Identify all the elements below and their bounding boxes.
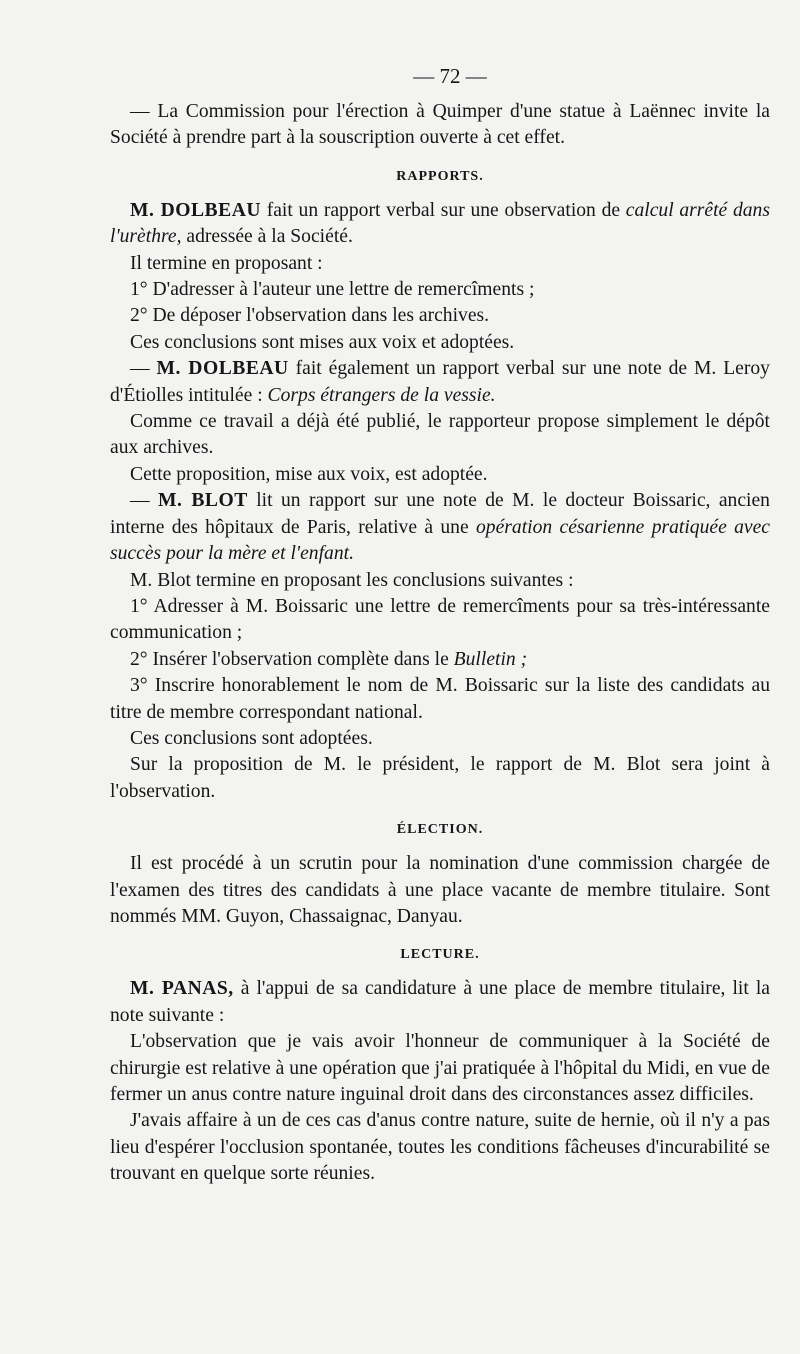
paragraph-dolbeau-calcul: [110, 198, 770, 251]
paragraph-travail: Comme ce travail a déjà été publié, le rapporteur propose simplement le dépôt aux archives.: [110, 411, 770, 459]
paragraph-italic: calcul arrêté dans l'urèthre,: [110, 199, 770, 248]
paragraph-blot: [110, 488, 770, 567]
paragraph-president: Sur la proposition de M. le président, le rapport de M. Blot sera joint à l'observation.: [110, 754, 770, 802]
list-item-blot-3: 3° Inscrire honorablement le nom de M. Boissaric sur la liste des candidats au titre de membre correspondant national.: [110, 675, 770, 723]
speaker-name: M. DOLBEAU: [130, 199, 261, 221]
dash: —: [130, 358, 157, 380]
list-item-blot-2: [110, 647, 770, 673]
paragraph-text: 2° Insérer l'observation complète dans le: [130, 648, 454, 670]
speaker-name: M. DOLBEAU: [156, 358, 289, 380]
paragraph-italic: opération césarienne pratiquée avec succès pour la mère et l'enfant.: [110, 516, 770, 565]
list-item-2: 2° De déposer l'observation dans les archives.: [130, 305, 490, 327]
page-number: — 72 —: [413, 64, 487, 88]
paragraph-conclusions-adoptees: Ces conclusions sont adoptées.: [130, 727, 373, 749]
paragraph-proposition: Cette proposition, mise aux voix, est adoptée.: [130, 463, 488, 485]
paragraph-dolbeau-vessie: [110, 356, 770, 409]
paragraph-text: fait également un rapport verbal sur une note de M. Leroy d'Étiolles intitulée :: [110, 358, 770, 406]
paragraph-affaire: J'avais affaire à un de ces cas d'anus contre nature, suite de hernie, où il n'y a pas lieu d'espérer l'occlusion spontanée, toutes les conditions fâcheuses d'incurabilité se trouvant en quelque sorte réunies.: [110, 1110, 770, 1185]
paragraph-scrutin: Il est procédé à un scrutin pour la nomination d'une commission chargée de l'examen des titres des candidats à une place vacante de membre titulaire. Sont nommés MM. Guyon, Chassaignac, Danyau.: [110, 853, 770, 927]
paragraph-observation: L'observation que je vais avoir l'honneur de communiquer à la Société de chirurgie est relative à une opération que j'ai pratiquée à l'hôpital du Midi, en vue de fermer un anus contre nature inguinal droit dans des circonstances assez difficiles.: [110, 1031, 770, 1105]
paragraph-text: à l'appui de sa candidature à une place de membre titulaire, lit la note suivante :: [110, 978, 770, 1026]
paragraph-commission: — La Commission pour l'érection à Quimper d'une statue à Laënnec invite la Société à prendre part à la souscription ouverte à cet effet.: [110, 101, 770, 149]
list-item-1: 1° D'adresser à l'auteur une lettre de remercîments ;: [130, 279, 535, 301]
paragraph-text: adressée à la Société.: [181, 226, 353, 248]
heading-lecture: LECTURE.: [400, 947, 480, 963]
heading-election: ÉLECTION.: [396, 822, 484, 838]
speaker-name: M. BLOT: [158, 490, 248, 512]
paragraph-termine: Il termine en proposant :: [130, 252, 323, 274]
paragraph-text: lit un rapport sur une note de M. le docteur Boissaric, ancien interne des hôpitaux de Paris, relative à une: [110, 490, 770, 538]
paragraph-panas: [110, 976, 770, 1029]
paragraph-blot-termine: M. Blot termine en proposant les conclusions suivantes :: [130, 569, 574, 591]
heading-rapports: RAPPORTS.: [396, 168, 484, 184]
speaker-name: M. PANAS,: [130, 978, 234, 1000]
dash: —: [130, 490, 159, 512]
list-item-blot-1: 1° Adresser à M. Boissaric une lettre de remercîments pour sa très-intéressante communication ;: [110, 595, 770, 644]
paragraph-italic: Bulletin ;: [453, 648, 528, 670]
paragraph-italic: Corps étrangers de la vessie.: [267, 384, 496, 406]
paragraph-conclusions: Ces conclusions sont mises aux voix et adoptées.: [130, 331, 515, 353]
paragraph-text: fait un rapport verbal sur une observation de: [261, 199, 626, 221]
